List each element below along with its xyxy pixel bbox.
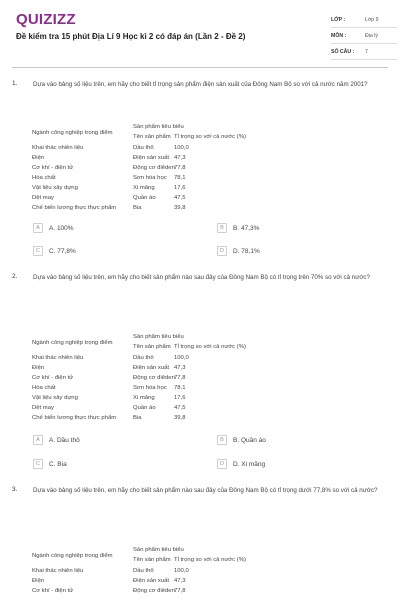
table-header: Ngành công nghiệp trọng điểm: [32, 130, 113, 136]
option-d[interactable]: [217, 459, 265, 469]
option-label: A. Dầu thô: [49, 436, 80, 444]
page-header: [12, 0, 388, 68]
option-label: C. Bia: [49, 460, 67, 468]
option-letter-box: B: [217, 223, 227, 233]
meta-key: LỚP :: [331, 16, 346, 23]
option-letter-box: A: [33, 435, 43, 445]
question-text: Dựa vào bảng số liệu trên, em hãy cho biết tỉ trọng sản phẩm điện sản xuất của Đông Nam Bộ so với cả nước năm 2001?: [33, 81, 368, 88]
meta-value: 7: [365, 48, 368, 55]
option-label: A. 100%: [49, 224, 74, 232]
option-label: C. 77,8%: [49, 247, 76, 255]
option-letter-box: C: [33, 246, 43, 256]
table-header: Tỉ trọng so với cả nước (%): [174, 557, 246, 563]
option-letter-box: D: [217, 246, 227, 256]
option-letter-box: A: [33, 223, 43, 233]
table-header: Ngành công nghiệp trọng điểm: [32, 340, 113, 346]
table-header: Ngành công nghiệp trọng điểm: [32, 553, 113, 559]
option-c[interactable]: [33, 246, 76, 256]
question-number: 2.: [12, 273, 18, 280]
table-header: Tên sản phẩm: [133, 344, 171, 350]
option-b[interactable]: [217, 223, 259, 233]
option-label: D. 78,1%: [233, 247, 260, 255]
meta-value: Địa lý: [365, 32, 378, 39]
table-header: Tên sản phẩm: [133, 134, 171, 140]
meta-row-count: [331, 44, 397, 60]
option-letter-box: D: [217, 459, 227, 469]
table-header: Tỉ trọng so với cả nước (%): [174, 344, 246, 350]
question-text: Dựa vào bảng số liệu trên, em hãy cho biết sản phẩm nào sau đây của Đông Nam Bộ có tỉ trọng trên 70% so với cả nước?: [33, 274, 370, 281]
question-number: 1.: [12, 80, 18, 87]
option-c[interactable]: [33, 459, 67, 469]
meta-row-subject: [331, 28, 397, 44]
page-title: Đề kiểm tra 15 phút Địa Lí 9 Học kì 2 có đáp án (Lần 2 - Đề 2): [16, 32, 246, 41]
option-b[interactable]: [217, 435, 266, 445]
option-letter-box: C: [33, 459, 43, 469]
meta-key: MÔN :: [331, 32, 347, 39]
question-2: 2. Dựa vào bảng số liệu trên, em hãy cho biết sản phẩm nào sau đây của Đông Nam Bộ có tỉ trọng trên 70% so với cả nước? Sản phẩm tiêu biểu Ngành công nghiệp trọng điểm Tên sản phẩm Tỉ trọng so với cả nước (%) Khai thác nhiên liệu Dầu thô 100,0 Điện Điện sản xuất 47,3 Cơ khí - điện tử Động cơ điêden 77,8 Hóa chất Sơn hóa học 78,1 Vật liệu xây dựng Xi măng 17,6 Dệt may Quần áo 47,5 Chế biến lương thực thực phẩm Bia 39,8 A A. Dầu thô B B. Quần áo C C. Bia D D. Xi măng: [12, 273, 388, 473]
option-label: D. Xi măng: [233, 460, 266, 468]
question-text: Dựa vào bảng số liệu trên, em hãy cho biết sản phẩm nào sau đây của Đông Nam Bộ có tỉ trọng dưới 77,8% so với cả nước?: [33, 487, 378, 494]
question-3: 3. Dựa vào bảng số liệu trên, em hãy cho biết sản phẩm nào sau đây của Đông Nam Bộ có tỉ trọng dưới 77,8% so với cả nước? Sản phẩm tiêu biểu Ngành công nghiệp trọng điểm Tên sản phẩm Tỉ trọng so với cả nước (%) Khai thác nhiên liệu Dầu thô 100,0 Điện Điện sản xuất 47,3 Cơ khí - điện tử Động cơ điêden 77,8: [12, 486, 388, 600]
question-1: 1. Dựa vào bảng số liệu trên, em hãy cho biết tỉ trọng sản phẩm điện sản xuất của Đông Nam Bộ so với cả nước năm 2001? Sản phẩm tiêu biểu Ngành công nghiệp trọng điểm Tên sản phẩm Tỉ trọng so với cả nước (%) Khai thác nhiên liệu Dầu thô 100,0 Điện Điện sản xuất 47,3 Cơ khí - điện tử Động cơ điêden 77,8 Hóa chất Sơn hóa học 78,1 Vật liệu xây dựng Xi măng 17,6 Dệt may Quần áo 47,5 Chế biến lương thực thực phẩm Bia 39,8 A A. 100% B B. 47,3% C C. 77,8% D D. 78,1%: [12, 80, 388, 260]
table-group-header: Sản phẩm tiêu biểu: [133, 124, 184, 130]
meta-key: SỐ CÂU :: [331, 48, 355, 55]
question-number: 3.: [12, 486, 18, 493]
option-a[interactable]: [33, 435, 80, 445]
quizizz-logo[interactable]: QUIZIZZ: [16, 11, 76, 28]
option-a[interactable]: [33, 223, 74, 233]
option-letter-box: B: [217, 435, 227, 445]
table-header: Tên sản phẩm: [133, 557, 171, 563]
table-group-header: Sản phẩm tiêu biểu: [133, 334, 184, 340]
table-header: Tỉ trọng so với cả nước (%): [174, 134, 246, 140]
option-d[interactable]: [217, 246, 260, 256]
meta-value: Lớp 9: [365, 16, 379, 23]
quiz-meta: [331, 12, 397, 60]
meta-row-class: [331, 12, 397, 28]
option-label: B. Quần áo: [233, 436, 266, 444]
option-label: B. 47,3%: [233, 224, 260, 232]
table-group-header: Sản phẩm tiêu biểu: [133, 547, 184, 553]
